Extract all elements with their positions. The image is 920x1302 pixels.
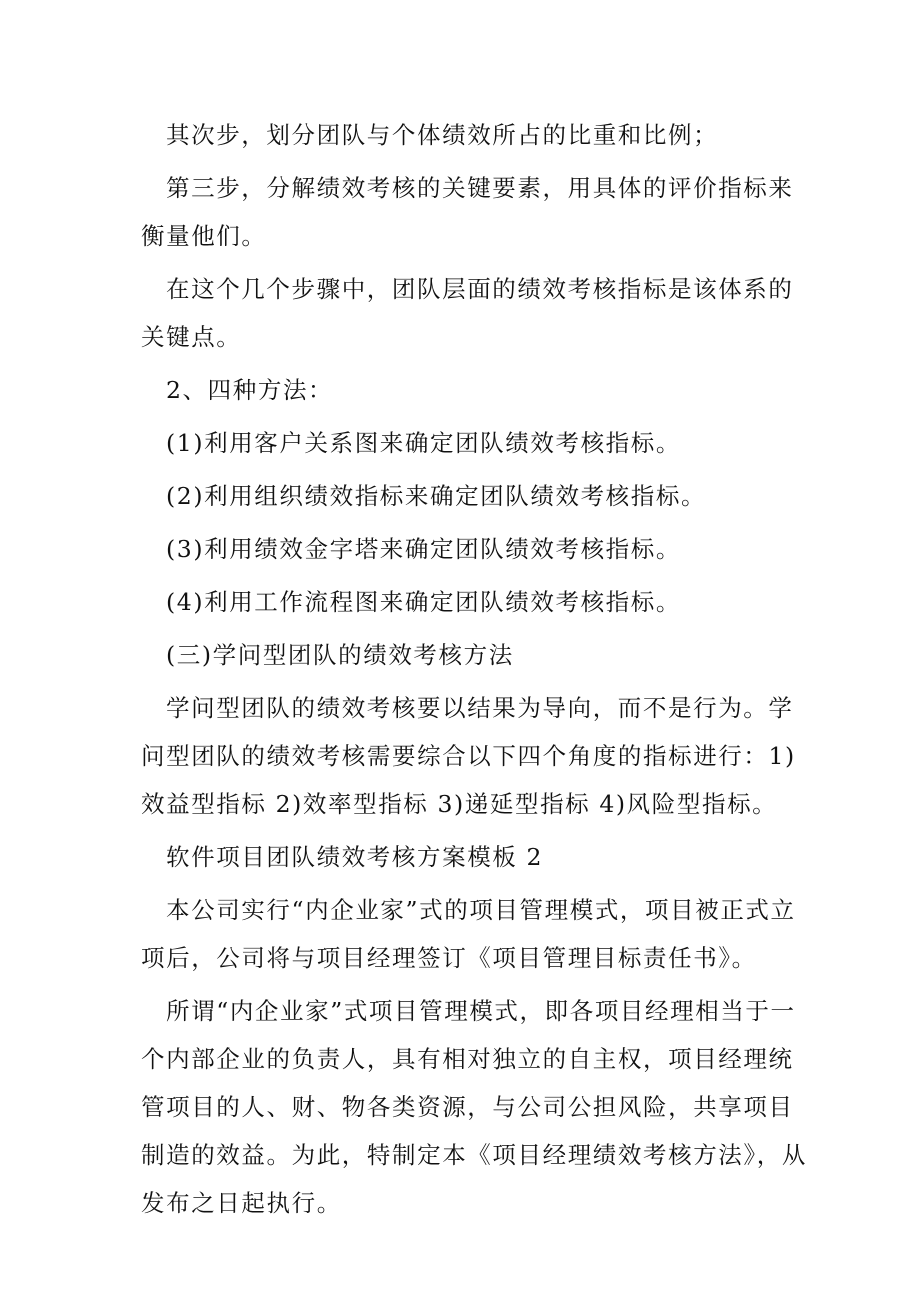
heading-knowledge-team: (三)学问型团队的绩效考核方法	[166, 641, 514, 669]
paragraph-knowledge-team: 学问型团队的绩效考核要以结果为导向，而不是行为。学问型团队的绩效考核需要综合以下四个角度的指标进行：1)效益型指标 2)效率型指标 3)递延型指标 4)风险型指标。	[141, 694, 796, 818]
heading-four-methods: 2、四种方法：	[166, 376, 334, 404]
heading-template-2: 软件项目团队绩效考核方案模板 2	[166, 843, 544, 871]
paragraph-step-two: 其次步，划分团队与个体绩效所占的比重和比例；	[166, 121, 719, 149]
list-item-method-2: (2)利用组织绩效指标来确定团队绩效考核指标。	[166, 482, 707, 510]
list-item-method-1: (1)利用客户关系图来确定团队绩效考核指标。	[166, 429, 681, 457]
paragraph-step-three: 第三步，分解绩效考核的关键要素，用具体的评价指标来衡量他们。	[141, 174, 794, 250]
paragraph-key-point: 在这个几个步骤中，团队层面的绩效考核指标是该体系的关键点。	[141, 275, 794, 351]
paragraph-intrapreneur: 本公司实行“内企业家”式的项目管理模式，项目被正式立项后，公司将与项目经理签订《项目管理目标责任书》。	[141, 896, 796, 972]
list-item-method-4: (4)利用工作流程图来确定团队绩效考核指标。	[166, 588, 681, 616]
paragraph-management-mode: 所谓“内企业家”式项目管理模式，即各项目经理相当于一个内部企业的负责人，具有相对独立的自主权，项目经理统管项目的人、财、物各类资源，与公司公担风险，共享项目制造的效益。为此，特制定本《项目经理绩效考核方法》，从发布之日起执行。	[141, 997, 807, 1217]
list-item-method-3: (3)利用绩效金字塔来确定团队绩效考核指标。	[166, 535, 681, 563]
